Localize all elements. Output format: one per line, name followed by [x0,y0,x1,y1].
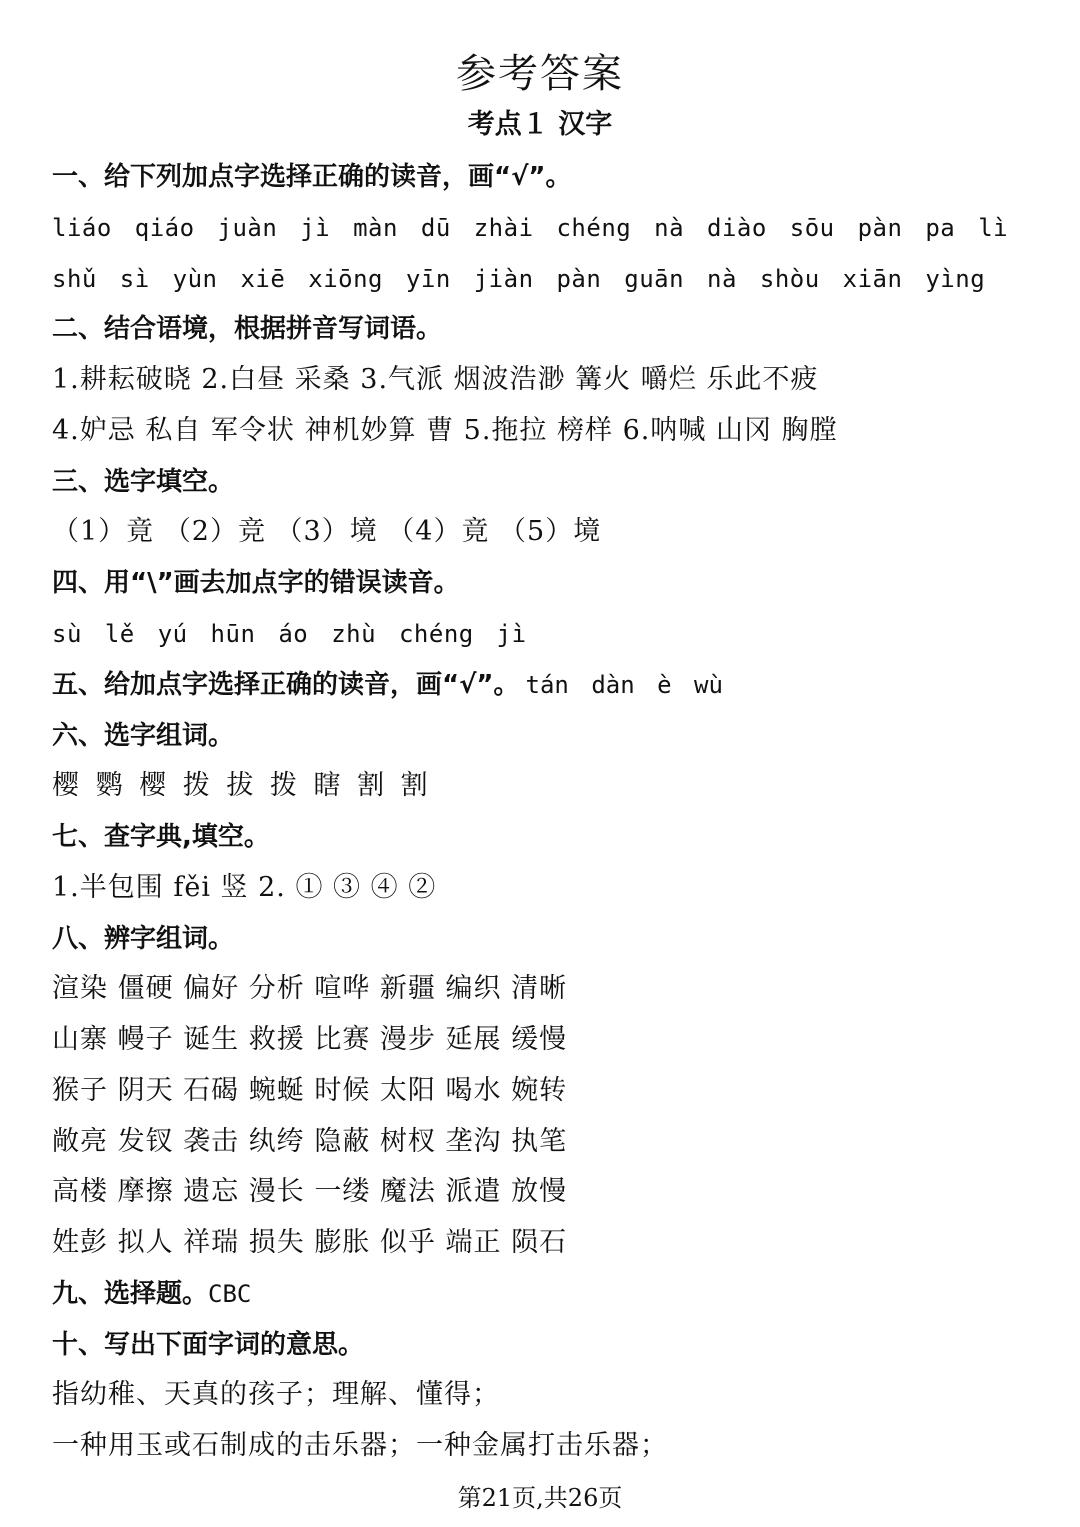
page-subtitle: 考点１ 汉字 [467,109,613,140]
section-9-answer: CBC [208,1280,252,1308]
section-1-heading: 一、给下列加点字选择正确的读音，画“√”。 [52,162,572,192]
page-number: 第21页,共26页 [457,1484,623,1512]
section-6-heading: 六、选字组词。 [52,721,235,751]
section-8-answer-line: 渲染 僵硬 偏好 分析 喧哗 新疆 编织 清晰 [52,973,568,1004]
section-4-heading: 四、用“\”画去加点字的错误读音。 [52,568,460,598]
section-2-heading: 二、结合语境，根据拼音写词语。 [52,314,443,344]
section-1-answer-line: liáo qiáo juàn jì màn dū zhài chéng nà diào sōu pàn pa lì [52,214,1009,242]
section-9-heading-line [52,1272,1052,1316]
section-7-heading: 七、查字典,填空。 [52,822,270,852]
section-7-answer-line: 1.半包围 fěi 竖 2. ① ③ ④ ② [52,872,437,903]
section-8-answer-line: 山寨 幔子 诞生 救援 比赛 漫步 延展 缓慢 [52,1024,568,1055]
section-10-heading: 十、写出下面字词的意思。 [52,1330,365,1360]
section-6-answer-line: 樱 鹦 樱 拨 拔 拨 瞎 割 割 [52,770,429,801]
page-title: 参考答案 [456,51,624,97]
section-8-answer-line: 姓彭 拟人 祥瑞 损失 膨胀 似乎 端正 陨石 [52,1227,568,1258]
section-8-heading: 八、辨字组词。 [52,924,235,954]
section-8-answer-line: 高楼 摩擦 遗忘 漫长 一缕 魔法 派遣 放慢 [52,1176,568,1207]
section-5-heading-line [52,663,1052,707]
section-8-answer-line: 猴子 阴天 石碣 蜿蜒 时候 太阳 喝水 婉转 [52,1075,568,1106]
section-8-answer-line: 敞亮 发钗 袭击 纨绔 隐蔽 树杈 垄沟 执笔 [52,1126,568,1157]
section-9-heading: 九、选择题。 [52,1279,209,1309]
section-5-heading: 五、给加点字选择正确的读音，画“√”。 [52,670,520,700]
section-5-answer: tán dàn è wù [525,671,723,699]
section-3-heading: 三、选字填空。 [52,467,235,497]
section-10-answer-line: 指幼稚、天真的孩子；理解、懂得； [52,1379,500,1410]
section-4-answer-line: sù lě yú hūn áo zhù chéng jì [52,620,527,648]
section-10-answer-line: 一种用玉或石制成的击乐器；一种金属打击乐器； [52,1430,668,1461]
section-2-answer-line: 4.妒忌 私自 军令状 神机妙算 曹 5.拖拉 榜样 6.呐喊 山冈 胸膛 [52,415,838,446]
section-3-answer-line: （1）竟 （2）竞 （3）境 （4）竟 （5）境 [52,516,602,547]
section-1-answer-line: shǔ sì yùn xiē xiōng yīn jiàn pàn guān nà shòu xiān yìng [52,265,986,293]
section-2-answer-line: 1.耕耘破晓 2.白昼 采桑 3.气派 烟波浩渺 篝火 嚼烂 乐此不疲 [52,364,819,395]
